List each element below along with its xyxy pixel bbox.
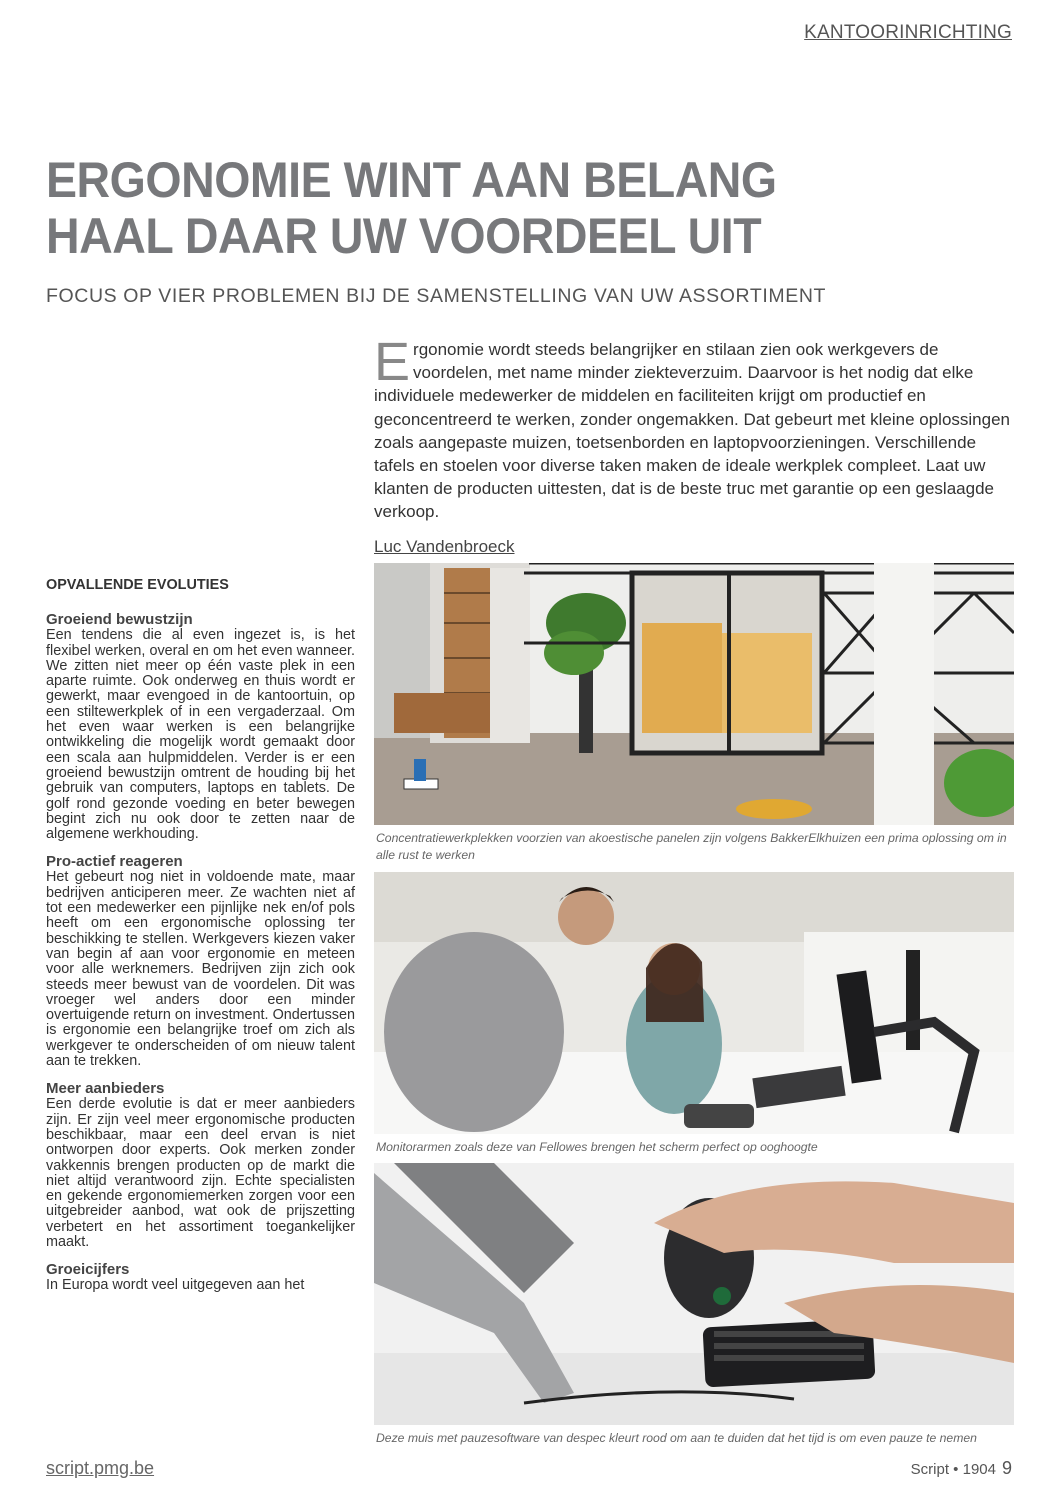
intro-paragraph: [374, 332, 1014, 524]
page-number: 9: [1001, 1458, 1012, 1478]
figure-caption: Deze muis met pauzesoftware van despec kleurt rood om aan te duiden dat het tijd is om even pauze te nemen: [376, 1431, 977, 1445]
category-heading: OPVALLENDE EVOLUTIES: [46, 577, 229, 593]
intro-text: rgonomie wordt steeds belangrijker en stilaan zien ook werkgevers de voordelen, met name minder ziekteverzuim. Daarvoor is het nodig dat elke individuele medewerker de middelen en faciliteiten krijgt om productief en geconcentreerd te werken, zonder ongemakken. Dat gebeurt met kleine oplossingen zoals aangepaste muizen, toetsenborden en laptopvoorzieningen. Verschillende tafels en stoelen voor diverse taken maken de ideale werkplek compleet. Laat uw klanten de producten uittesten, dat is de beste truc met garantie op een geslaagde verkoop.: [374, 340, 1010, 522]
author-link[interactable]: Luc Vandenbroeck: [374, 537, 515, 556]
section-text: Een derde evolutie is dat er meer aanbieders zijn. Er zijn veel meer ergonomische producten beschikbaar, maar een deel ervan is niet ontworpen door experts. Ook merken zonder vakkennis brengen producten op de markt die niet altijd verantwoord zijn. Echte specialisten en gekende ergonomiemerken zorgen voor een uitgebreider aanbod, wat ook de prijszetting verbetert en het assortiment toegankelijker maakt.: [46, 1096, 355, 1250]
title-line-2: HAAL DAAR UW VOORDEEL UIT: [46, 208, 762, 264]
section-text: Een tendens die al even ingezet is, is het flexibel werken, overal en om het even wanneer. We zitten niet meer op één vaste plek in een aparte ruimte. Ook onderweg en thuis wordt er gewerkt, maar evengoed in de kantoortuin, op een stiltewerkplek of in een vergaderzaal. Om het even waar werken is een belangrijke ontwikkeling die mogelijk wordt gemaakt door een scala aan hulpmiddelen. Verder is er een groeiend bewustzijn omtrent de houding bij het gebruik van computers, laptops en tablets. De golf rond gezonde voeding en beter bewegen begint zich nu ook door te zetten naar de algemene werkhouding.: [46, 627, 355, 843]
section-text: In Europa wordt veel uitgegeven aan het: [46, 1277, 305, 1294]
body-column: [46, 578, 355, 1306]
issue-label: Script • 1904: [910, 1461, 996, 1478]
article-subtitle: FOCUS OP VIER PROBLEMEN BIJ DE SAMENSTELLING VAN UW ASSORTIMENT: [46, 285, 827, 307]
figure-caption: Concentratiewerkplekken voorzien van akoestische panelen zijn volgens BakkerElkhuizen een prima oplossing om in alle rust te werken: [376, 831, 1007, 862]
title-line-1: ERGONOMIE WINT AAN BELANG: [46, 152, 777, 208]
monitor-arms-photo: [374, 872, 1014, 1134]
section-heading: Groeiend bewustzijn: [46, 611, 193, 629]
section-text: Het gebeurt nog niet in voldoende mate, maar bedrijven anticiperen meer. Ze wachten niet af tot een medewerker een pijnlijke nek en/of pols heeft om een ergonomische oplossing ter beschikking te stellen. Werkgevers kiezen vaker van begin af aan voor ergonomie en meteen voor alle werknemers. Bedrijven zijn zich ook steeds meer bewust van de voordelen. Dit was vroeger wel anders door een minder overtuigende return on investment. Ondertussen is ergonomie een belangrijke troef om zich als werkgever te onderscheiden of om nieuw talent aan te trekken.: [46, 869, 355, 1070]
ergonomic-mouse-photo: [374, 1163, 1014, 1425]
section-heading: Meer aanbieders: [46, 1080, 165, 1098]
office-pods-photo: [374, 563, 1014, 825]
figure-caption: Monitorarmen zoals deze van Fellowes brengen het scherm perfect op ooghoogte: [376, 1140, 818, 1154]
section-heading: Groeicijfers: [46, 1261, 130, 1279]
section-label: KANTOORINRICHTING: [804, 22, 1012, 43]
footer-issue: [911, 1458, 1012, 1479]
drop-cap: E: [374, 332, 411, 392]
article-title: [46, 152, 777, 264]
section-heading: Pro-actief reageren: [46, 853, 183, 871]
footer-url-link[interactable]: script.pmg.be: [46, 1458, 155, 1478]
